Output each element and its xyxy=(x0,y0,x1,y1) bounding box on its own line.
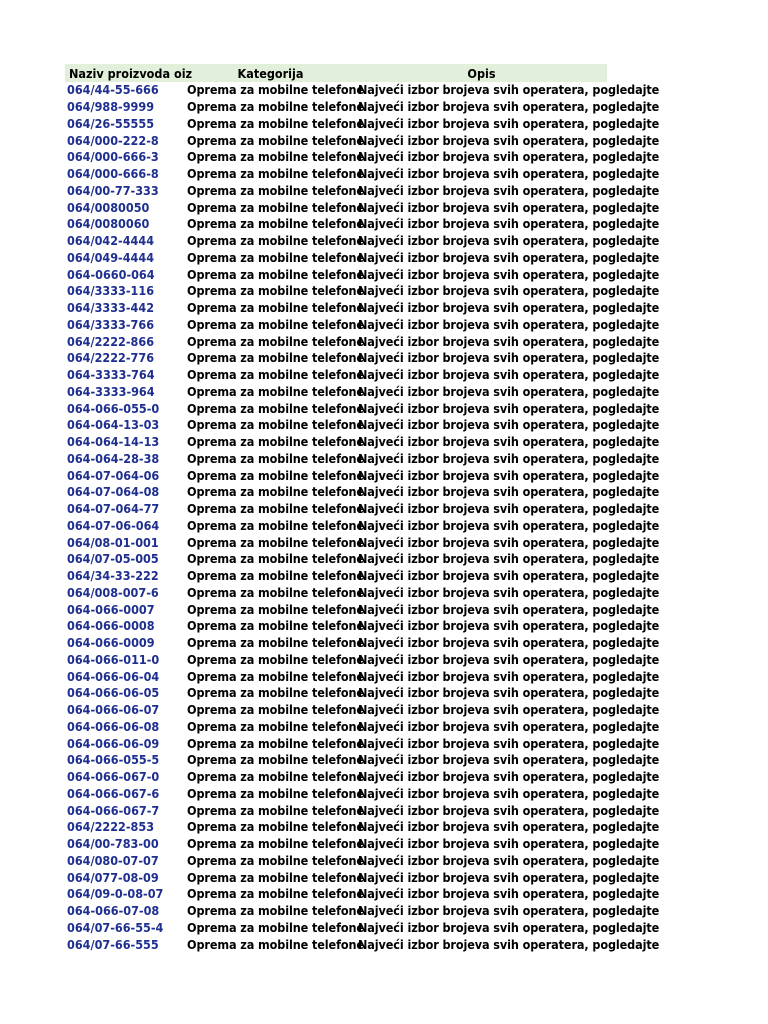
cell-product-name[interactable]: 064-066-06-07 xyxy=(67,702,160,718)
cell-category[interactable]: Oprema za mobilne telefone xyxy=(187,852,364,868)
header-description[interactable]: Opis xyxy=(467,65,496,81)
cell-description[interactable]: Najveći izbor brojeva svih operatera, pogledajte xyxy=(358,149,660,165)
cell-description[interactable]: Najveći izbor brojeva svih operatera, pogledajte xyxy=(358,685,660,701)
table-row xyxy=(65,668,660,685)
cell-description[interactable]: Najveći izbor brojeva svih operatera, pogledajte xyxy=(358,350,660,366)
cell-product-name[interactable]: 064/2222-866 xyxy=(67,333,155,349)
table-row xyxy=(65,869,660,886)
table-row xyxy=(65,651,660,669)
cell-category[interactable]: Oprema za mobilne telefone xyxy=(187,283,364,299)
table-row xyxy=(65,99,660,116)
cell-category[interactable]: Oprema za mobilne telefone xyxy=(187,434,364,450)
cell-category[interactable]: Oprema za mobilne telefone xyxy=(187,182,364,198)
table-body xyxy=(65,82,660,953)
cell-category[interactable]: Oprema za mobilne telefone xyxy=(187,400,364,416)
cell-category[interactable]: Oprema za mobilne telefone xyxy=(187,233,364,249)
cell-description[interactable]: Najveći izbor brojeva svih operatera, pogledajte xyxy=(358,635,660,651)
cell-product-name[interactable]: 064-07-06-064 xyxy=(67,517,160,533)
cell-category[interactable]: Oprema za mobilne telefone xyxy=(187,769,364,785)
cell-description[interactable]: Najveći izbor brojeva svih operatera, pogledajte xyxy=(358,886,660,902)
cell-description[interactable]: Najveći izbor brojeva svih operatera, pogledajte xyxy=(358,233,660,249)
table-row xyxy=(65,702,660,719)
cell-category[interactable]: Oprema za mobilne telefone xyxy=(187,635,364,651)
table-row xyxy=(65,115,660,133)
cell-product-name[interactable]: 064-066-06-05 xyxy=(67,685,160,701)
cell-product-name[interactable]: 064-066-067-0 xyxy=(67,769,160,785)
table-row xyxy=(65,802,660,819)
cell-product-name[interactable]: 064-066-0007 xyxy=(67,601,155,617)
cell-product-name[interactable]: 064-064-13-03 xyxy=(67,417,160,433)
cell-category[interactable]: Oprema za mobilne telefone xyxy=(187,82,364,98)
cell-description[interactable]: Najveći izbor brojeva svih operatera, pogledajte xyxy=(358,785,660,801)
cell-description[interactable]: Najveći izbor brojeva svih operatera, pogledajte xyxy=(358,249,660,265)
table-row xyxy=(65,333,660,350)
cell-product-name[interactable]: 064/0080050 xyxy=(67,199,150,215)
cell-product-name[interactable]: 064/000-666-8 xyxy=(67,166,159,182)
cell-product-name[interactable]: 064-07-064-06 xyxy=(67,467,160,483)
cell-category[interactable]: Oprema za mobilne telefone xyxy=(187,484,364,500)
cell-category[interactable]: Oprema za mobilne telefone xyxy=(187,333,364,349)
table-row xyxy=(65,852,660,870)
cell-category[interactable]: Oprema za mobilne telefone xyxy=(187,584,364,600)
table-row xyxy=(65,919,660,937)
cell-product-name[interactable]: 064/2222-853 xyxy=(67,819,155,835)
cell-product-name[interactable]: 064/26-55555 xyxy=(67,115,155,131)
cell-product-name[interactable]: 064-066-07-08 xyxy=(67,903,160,919)
table-row xyxy=(65,618,660,635)
cell-description[interactable]: Najveći izbor brojeva svih operatera, pogledajte xyxy=(358,166,660,182)
cell-product-name[interactable]: 064/44-55-666 xyxy=(67,82,159,98)
table-row xyxy=(65,266,660,283)
cell-product-name[interactable]: 064-066-06-09 xyxy=(67,735,160,751)
cell-description[interactable]: Najveći izbor brojeva svih operatera, pogledajte xyxy=(358,434,660,450)
cell-category[interactable]: Oprema za mobilne telefone xyxy=(187,383,364,399)
cell-category[interactable]: Oprema za mobilne telefone xyxy=(187,919,364,935)
cell-description[interactable]: Najveći izbor brojeva svih operatera, pogledajte xyxy=(358,769,660,785)
table-row xyxy=(65,735,660,752)
cell-product-name[interactable]: 064-066-055-0 xyxy=(67,400,160,416)
table-row xyxy=(65,551,660,568)
cell-description[interactable]: Najveći izbor brojeva svih operatera, pogledajte xyxy=(358,852,660,868)
cell-category[interactable]: Oprema za mobilne telefone xyxy=(187,802,364,818)
cell-product-name[interactable]: 064/00-783-00 xyxy=(67,836,159,852)
table-row xyxy=(65,233,660,250)
table-row xyxy=(65,819,660,836)
cell-description[interactable]: Najveći izbor brojeva svih operatera, pogledajte xyxy=(358,182,660,198)
cell-category[interactable]: Oprema za mobilne telefone xyxy=(187,115,364,131)
table-row xyxy=(65,936,660,953)
cell-product-name[interactable]: 064/3333-766 xyxy=(67,316,155,332)
cell-category[interactable]: Oprema za mobilne telefone xyxy=(187,651,364,667)
cell-category[interactable]: Oprema za mobilne telefone xyxy=(187,869,364,885)
cell-product-name[interactable]: 064-066-0008 xyxy=(67,618,155,634)
table-row xyxy=(65,635,660,652)
cell-description[interactable]: Najveći izbor brojeva svih operatera, pogledajte xyxy=(358,836,660,852)
cell-category[interactable]: Oprema za mobilne telefone xyxy=(187,819,364,835)
cell-category[interactable]: Oprema za mobilne telefone xyxy=(187,199,364,215)
cell-product-name[interactable]: 064/000-666-3 xyxy=(67,149,159,165)
cell-product-name[interactable]: 064-064-28-38 xyxy=(67,450,160,466)
table-row xyxy=(65,601,660,618)
cell-description[interactable]: Najveći izbor brojeva svih operatera, pogledajte xyxy=(358,936,660,952)
table-row xyxy=(65,501,660,518)
cell-product-name[interactable]: 064/09-0-08-07 xyxy=(67,886,164,902)
cell-product-name[interactable]: 064-3333-764 xyxy=(67,367,155,383)
table-row xyxy=(65,903,660,920)
table-row xyxy=(65,249,660,267)
cell-description[interactable]: Najveći izbor brojeva svih operatera, pogledajte xyxy=(358,517,660,533)
table-row xyxy=(65,182,660,200)
cell-product-name[interactable]: 064/3333-442 xyxy=(67,300,155,316)
cell-category[interactable]: Oprema za mobilne telefone xyxy=(187,903,364,919)
cell-category[interactable]: Oprema za mobilne telefone xyxy=(187,132,364,148)
cell-category[interactable]: Oprema za mobilne telefone xyxy=(187,568,364,584)
table-row xyxy=(65,350,660,367)
cell-description[interactable]: Najveći izbor brojeva svih operatera, pogledajte xyxy=(358,919,660,935)
cell-category[interactable]: Oprema za mobilne telefone xyxy=(187,517,364,533)
table-row xyxy=(65,769,660,786)
cell-product-name[interactable]: 064-07-064-08 xyxy=(67,484,160,500)
cell-product-name[interactable]: 064-066-06-08 xyxy=(67,718,160,734)
cell-description[interactable]: Najveći izbor brojeva svih operatera, pogledajte xyxy=(358,551,660,567)
table-row xyxy=(65,300,660,317)
cell-category[interactable]: Oprema za mobilne telefone xyxy=(187,735,364,751)
cell-description[interactable]: Najveći izbor brojeva svih operatera, pogledajte xyxy=(358,584,660,600)
cell-product-name[interactable]: 064/07-66-55-4 xyxy=(67,919,164,935)
cell-description[interactable]: Najveći izbor brojeva svih operatera, pogledajte xyxy=(358,333,660,349)
cell-category[interactable]: Oprema za mobilne telefone xyxy=(187,668,364,684)
cell-description[interactable]: Najveći izbor brojeva svih operatera, pogledajte xyxy=(358,568,660,584)
cell-product-name[interactable]: 064/042-4444 xyxy=(67,233,155,249)
table-row xyxy=(65,283,660,300)
cell-product-name[interactable]: 064/07-05-005 xyxy=(67,551,159,567)
cell-category[interactable]: Oprema za mobilne telefone xyxy=(187,936,364,952)
table-row xyxy=(65,450,660,468)
table-row xyxy=(65,685,660,702)
cell-product-name[interactable]: 064-066-011-0 xyxy=(67,651,160,667)
cell-category[interactable]: Oprema za mobilne telefone xyxy=(187,417,364,433)
cell-description[interactable]: Najveći izbor brojeva svih operatera, pogledajte xyxy=(358,115,660,131)
header-product-name[interactable]: Naziv proizvoda oiz xyxy=(69,65,193,81)
table-row xyxy=(65,400,660,417)
cell-description[interactable]: Najveći izbor brojeva svih operatera, pogledajte xyxy=(358,718,660,734)
table-row xyxy=(65,417,660,434)
cell-category[interactable]: Oprema za mobilne telefone xyxy=(187,501,364,517)
cell-product-name[interactable]: 064/077-08-09 xyxy=(67,869,159,885)
cell-product-name[interactable]: 064/049-4444 xyxy=(67,249,155,265)
cell-description[interactable]: Najveći izbor brojeva svih operatera, pogledajte xyxy=(358,300,660,316)
cell-description[interactable]: Najveći izbor brojeva svih operatera, pogledajte xyxy=(358,383,660,399)
cell-description[interactable]: Najveći izbor brojeva svih operatera, pogledajte xyxy=(358,367,660,383)
cell-category[interactable]: Oprema za mobilne telefone xyxy=(187,450,364,466)
table-row xyxy=(65,568,660,585)
cell-description[interactable]: Najveći izbor brojeva svih operatera, pogledajte xyxy=(358,266,660,282)
cell-category[interactable]: Oprema za mobilne telefone xyxy=(187,551,364,567)
cell-description[interactable]: Najveći izbor brojeva svih operatera, pogledajte xyxy=(358,651,660,667)
cell-description[interactable]: Najveći izbor brojeva svih operatera, pogledajte xyxy=(358,702,660,718)
table-row xyxy=(65,752,660,769)
table-row xyxy=(65,383,660,401)
cell-product-name[interactable]: 064-066-055-5 xyxy=(67,752,160,768)
table-row xyxy=(65,434,660,451)
cell-description[interactable]: Najveći izbor brojeva svih operatera, pogledajte xyxy=(358,216,660,232)
table-row xyxy=(65,785,660,803)
cell-description[interactable]: Najveći izbor brojeva svih operatera, pogledajte xyxy=(358,417,660,433)
cell-product-name[interactable]: 064-066-067-7 xyxy=(67,802,160,818)
table-row xyxy=(65,367,660,384)
cell-description[interactable]: Najveći izbor brojeva svih operatera, pogledajte xyxy=(358,283,660,299)
cell-category[interactable]: Oprema za mobilne telefone xyxy=(187,266,364,282)
cell-category[interactable]: Oprema za mobilne telefone xyxy=(187,718,364,734)
cell-category[interactable]: Oprema za mobilne telefone xyxy=(187,467,364,483)
table-row xyxy=(65,886,660,903)
cell-product-name[interactable]: 064/0080060 xyxy=(67,216,150,232)
cell-description[interactable]: Najveći izbor brojeva svih operatera, pogledajte xyxy=(358,501,660,517)
cell-product-name[interactable]: 064-066-067-6 xyxy=(67,785,160,801)
cell-description[interactable]: Najveći izbor brojeva svih operatera, pogledajte xyxy=(358,467,660,483)
cell-product-name[interactable]: 064-07-064-77 xyxy=(67,501,160,517)
cell-product-name[interactable]: 064/080-07-07 xyxy=(67,852,159,868)
spreadsheet xyxy=(65,64,660,953)
cell-category[interactable]: Oprema za mobilne telefone xyxy=(187,752,364,768)
table-row xyxy=(65,216,660,233)
cell-description[interactable]: Najveći izbor brojeva svih operatera, pogledajte xyxy=(358,534,660,550)
cell-description[interactable]: Najveći izbor brojeva svih operatera, pogledajte xyxy=(358,450,660,466)
table-row xyxy=(65,718,660,736)
cell-product-name[interactable]: 064/000-222-8 xyxy=(67,132,159,148)
cell-product-name[interactable]: 064/008-007-6 xyxy=(67,584,159,600)
cell-product-name[interactable]: 064-066-06-04 xyxy=(67,668,160,684)
table-row xyxy=(65,149,660,166)
table-row xyxy=(65,82,660,99)
cell-description[interactable]: Najveći izbor brojeva svih operatera, pogledajte xyxy=(358,316,660,332)
table-row xyxy=(65,467,660,484)
cell-category[interactable]: Oprema za mobilne telefone xyxy=(187,685,364,701)
cell-description[interactable]: Najveći izbor brojeva svih operatera, pogledajte xyxy=(358,400,660,416)
cell-description[interactable]: Najveći izbor brojeva svih operatera, pogledajte xyxy=(358,484,660,500)
cell-product-name[interactable]: 064/08-01-001 xyxy=(67,534,159,550)
cell-description[interactable]: Najveći izbor brojeva svih operatera, pogledajte xyxy=(358,752,660,768)
table-row xyxy=(65,484,660,501)
cell-product-name[interactable]: 064/2222-776 xyxy=(67,350,155,366)
table-row xyxy=(65,166,660,183)
cell-category[interactable]: Oprema za mobilne telefone xyxy=(187,99,364,115)
cell-category[interactable]: Oprema za mobilne telefone xyxy=(187,785,364,801)
cell-category[interactable]: Oprema za mobilne telefone xyxy=(187,166,364,182)
cell-category[interactable]: Oprema za mobilne telefone xyxy=(187,149,364,165)
cell-category[interactable]: Oprema za mobilne telefone xyxy=(187,216,364,232)
cell-description[interactable]: Najveći izbor brojeva svih operatera, pogledajte xyxy=(358,802,660,818)
cell-description[interactable]: Najveći izbor brojeva svih operatera, pogledajte xyxy=(358,869,660,885)
cell-description[interactable]: Najveći izbor brojeva svih operatera, pogledajte xyxy=(358,199,660,215)
cell-category[interactable]: Oprema za mobilne telefone xyxy=(187,702,364,718)
cell-product-name[interactable]: 064-3333-964 xyxy=(67,383,155,399)
header-row xyxy=(65,64,607,82)
cell-description[interactable]: Najveći izbor brojeva svih operatera, pogledajte xyxy=(358,82,660,98)
cell-category[interactable]: Oprema za mobilne telefone xyxy=(187,367,364,383)
cell-description[interactable]: Najveći izbor brojeva svih operatera, pogledajte xyxy=(358,99,660,115)
cell-description[interactable]: Najveći izbor brojeva svih operatera, pogledajte xyxy=(358,819,660,835)
table-row xyxy=(65,534,660,551)
cell-description[interactable]: Najveći izbor brojeva svih operatera, pogledajte xyxy=(358,735,660,751)
cell-product-name[interactable]: 064-0660-064 xyxy=(67,266,155,282)
cell-product-name[interactable]: 064/00-77-333 xyxy=(67,182,159,198)
cell-description[interactable]: Najveći izbor brojeva svih operatera, pogledajte xyxy=(358,618,660,634)
cell-product-name[interactable]: 064-066-0009 xyxy=(67,635,155,651)
cell-category[interactable]: Oprema za mobilne telefone xyxy=(187,316,364,332)
cell-product-name[interactable]: 064/34-33-222 xyxy=(67,568,159,584)
cell-category[interactable]: Oprema za mobilne telefone xyxy=(187,300,364,316)
cell-category[interactable]: Oprema za mobilne telefone xyxy=(187,534,364,550)
cell-category[interactable]: Oprema za mobilne telefone xyxy=(187,249,364,265)
table-row xyxy=(65,836,660,853)
cell-category[interactable]: Oprema za mobilne telefone xyxy=(187,601,364,617)
table-row xyxy=(65,132,660,149)
table-row xyxy=(65,199,660,216)
cell-description[interactable]: Najveći izbor brojeva svih operatera, pogledajte xyxy=(358,903,660,919)
cell-product-name[interactable]: 064/988-9999 xyxy=(67,99,155,115)
cell-description[interactable]: Najveći izbor brojeva svih operatera, pogledajte xyxy=(358,132,660,148)
header-category[interactable]: Kategorija xyxy=(237,65,304,81)
table-row xyxy=(65,584,660,602)
cell-product-name[interactable]: 064-064-14-13 xyxy=(67,434,160,450)
cell-category[interactable]: Oprema za mobilne telefone xyxy=(187,350,364,366)
cell-category[interactable]: Oprema za mobilne telefone xyxy=(187,618,364,634)
cell-category[interactable]: Oprema za mobilne telefone xyxy=(187,836,364,852)
cell-description[interactable]: Najveći izbor brojeva svih operatera, pogledajte xyxy=(358,601,660,617)
cell-product-name[interactable]: 064/3333-116 xyxy=(67,283,155,299)
cell-description[interactable]: Najveći izbor brojeva svih operatera, pogledajte xyxy=(358,668,660,684)
table-row xyxy=(65,517,660,535)
cell-product-name[interactable]: 064/07-66-555 xyxy=(67,936,159,952)
table-row xyxy=(65,316,660,334)
cell-category[interactable]: Oprema za mobilne telefone xyxy=(187,886,364,902)
